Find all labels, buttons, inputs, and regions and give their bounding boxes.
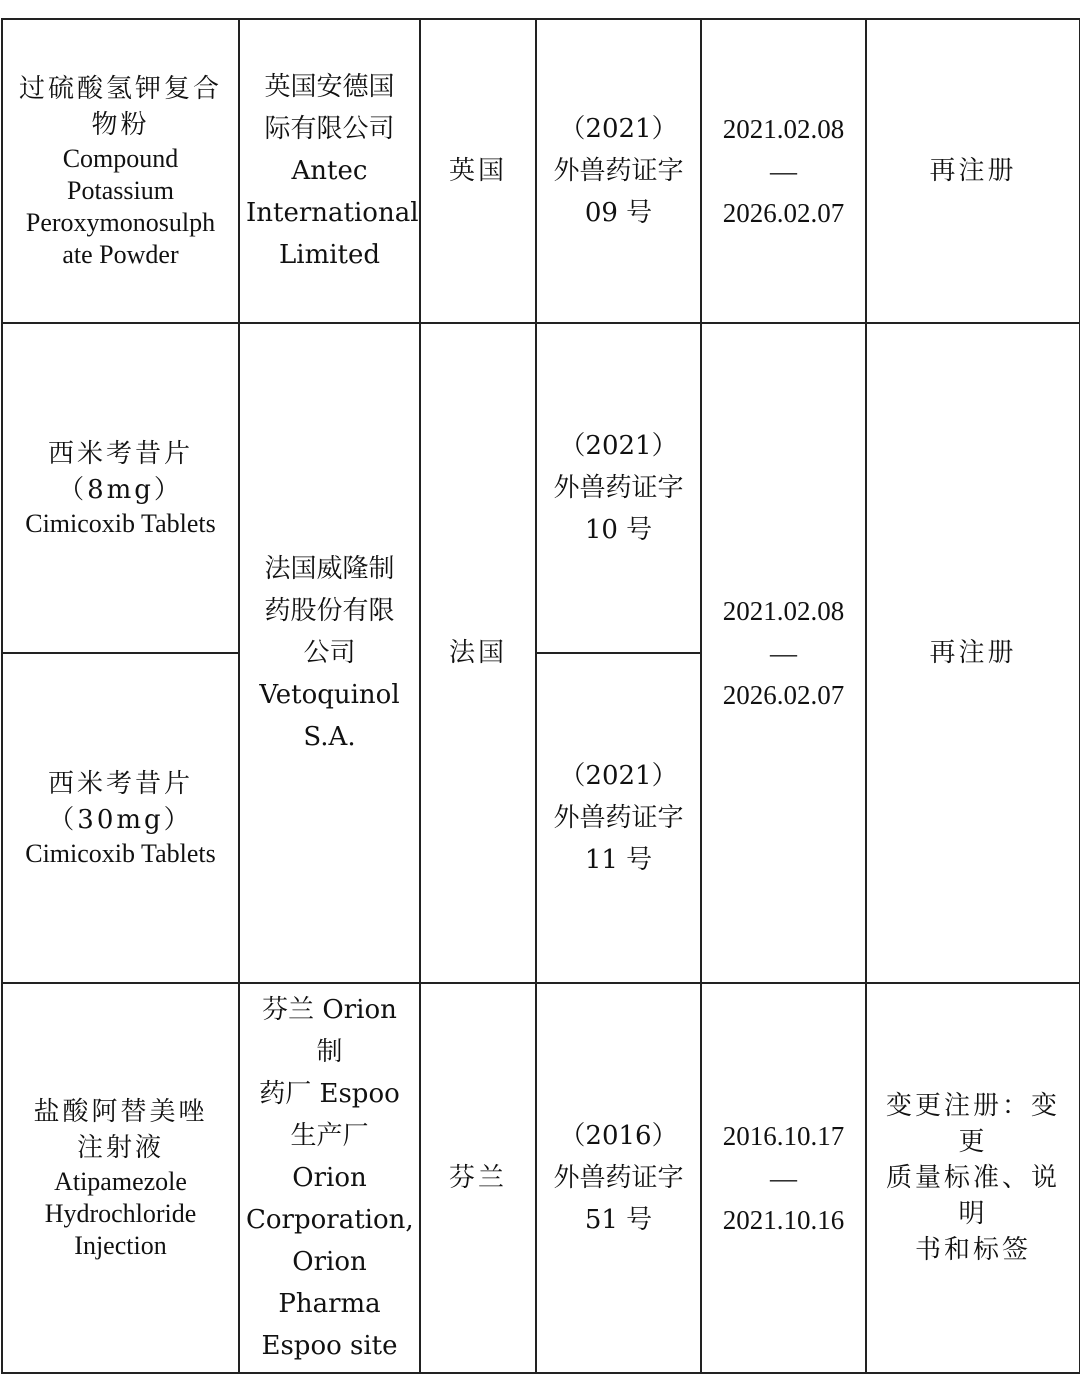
validity-period: 2021.02.08 — 2026.02.07 xyxy=(722,596,845,710)
cert-cell xyxy=(536,653,701,983)
registration-type: 再注册 xyxy=(929,638,1017,668)
country-cell xyxy=(420,19,536,323)
country-cell xyxy=(420,323,536,983)
product-name-cn: 盐酸阿替美唑 注射液 xyxy=(33,1097,208,1163)
cert-number: （2021） 外兽药证字 11 号 xyxy=(553,761,684,875)
country-cell xyxy=(420,983,536,1373)
country: 芬兰 xyxy=(448,1163,507,1193)
company-cell xyxy=(239,983,420,1373)
product-name-en: Compound Potassium Peroxymonosulph ate Powder xyxy=(25,144,216,269)
cert-number: （2016） 外兽药证字 51 号 xyxy=(553,1121,684,1235)
company-name: 芬兰 Orion 制 药厂 Espoo 生产厂 Orion Corporation, Orion Pharma Espoo site xyxy=(246,995,414,1361)
registration-type-cell xyxy=(866,323,1080,983)
product-name-cell xyxy=(2,19,239,323)
product-name-cn: 西米考昔片 （8mg） xyxy=(47,439,193,505)
product-name-cn: 西米考昔片 （30mg） xyxy=(47,769,193,835)
table-row xyxy=(2,19,1080,323)
product-name-cn: 过硫酸氢钾复合 物粉 xyxy=(18,74,222,140)
country: 法国 xyxy=(448,638,507,668)
cert-cell xyxy=(536,19,701,323)
registration-type: 变更注册：变更 质量标准、说明 书和标签 xyxy=(885,1091,1060,1265)
product-name-cell xyxy=(2,653,239,983)
product-name-cell xyxy=(2,983,239,1373)
product-name-cell xyxy=(2,323,239,653)
cert-number: （2021） 外兽药证字 10 号 xyxy=(553,431,684,545)
validity-cell xyxy=(701,983,866,1373)
company-name: 法国威隆制 药股份有限 公司 Vetoquinol S.A. xyxy=(259,554,400,752)
cert-cell xyxy=(536,323,701,653)
company-cell xyxy=(239,323,420,983)
product-name-en: Cimicoxib Tablets xyxy=(25,509,216,538)
cert-number: （2021） 外兽药证字 09 号 xyxy=(553,114,684,228)
validity-period: 2016.10.17 — 2021.10.16 xyxy=(722,1121,845,1235)
company-cell xyxy=(239,19,420,323)
cert-cell xyxy=(536,983,701,1373)
table-row xyxy=(2,323,1080,653)
registration-table xyxy=(1,18,1080,1374)
validity-cell xyxy=(701,19,866,323)
product-name-en: Atipamezole Hydrochloride Injection xyxy=(44,1167,197,1260)
registration-type: 再注册 xyxy=(929,156,1017,186)
table-row xyxy=(2,983,1080,1373)
validity-cell xyxy=(701,323,866,983)
product-name-en: Cimicoxib Tablets xyxy=(25,839,216,868)
country: 英国 xyxy=(448,156,507,186)
registration-type-cell xyxy=(866,983,1080,1373)
validity-period: 2021.02.08 — 2026.02.07 xyxy=(722,114,845,228)
company-name: 英国安德国 际有限公司 Antec International Limited xyxy=(246,72,419,270)
registration-type-cell xyxy=(866,19,1080,323)
